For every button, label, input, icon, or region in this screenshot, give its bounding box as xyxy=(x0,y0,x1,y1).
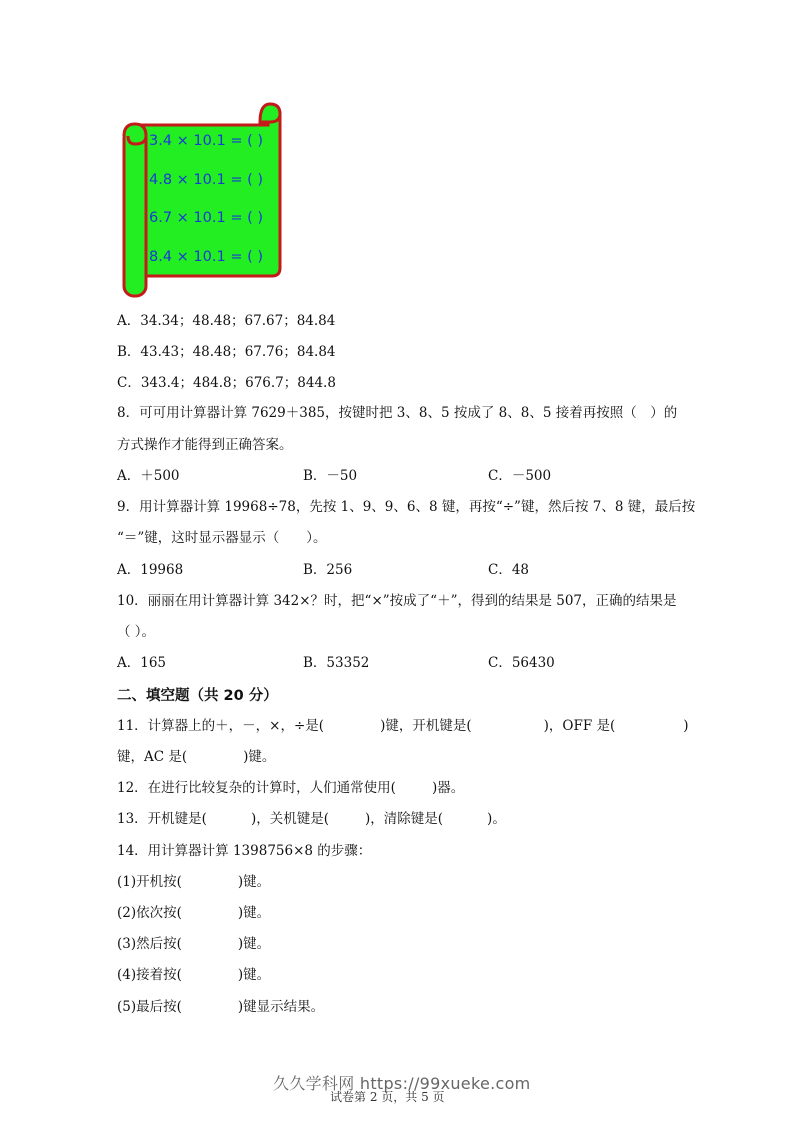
q12-part1: 12．在进行比较复杂的计算时，人们通常使用( xyxy=(117,780,396,796)
q14-step-2-label: (2)依次按( xyxy=(117,905,182,921)
q11-line2 xyxy=(117,748,275,766)
equation-1: 3.4 × 10.1 = ( ) xyxy=(149,133,264,149)
q12-line xyxy=(117,779,464,797)
equation-3: 6.7 × 10.1 = ( ) xyxy=(149,210,264,226)
scroll-graphic xyxy=(120,100,286,300)
q9-text-line2: “＝”键，这时显示器显示（ ）。 xyxy=(117,530,327,546)
scroll-illustration xyxy=(120,100,286,300)
q9-option-b: B．256 xyxy=(303,562,353,578)
q13-part3: )，清除键是( xyxy=(365,811,444,827)
q11-part3: )，OFF 是( xyxy=(543,718,616,734)
q14-step-5 xyxy=(117,998,324,1016)
q14-step-3 xyxy=(117,935,270,953)
q14-step-4-end: )键。 xyxy=(237,967,271,983)
q13-line xyxy=(117,810,506,828)
q7-option-a: A．34.34；48.48；67.67；84.84 xyxy=(117,313,336,329)
q8-option-b: B．－50 xyxy=(303,468,358,484)
watermark: 久久学科网 https://99xueke.com xyxy=(273,1074,531,1093)
q14-step-1-label: (1)开机按( xyxy=(117,874,182,890)
q13-part2: )，关机键是( xyxy=(250,811,329,827)
equation-2: 4.8 × 10.1 = ( ) xyxy=(149,172,264,188)
equation-4: 8.4 × 10.1 = ( ) xyxy=(149,249,264,265)
q10-option-a: A．165 xyxy=(117,655,167,671)
q14-step-1-end: )键。 xyxy=(237,874,271,890)
q14-step-2-end: )键。 xyxy=(237,905,271,921)
q14-title: 14．用计算器计算 1398756×8 的步骤： xyxy=(117,843,372,859)
q9-text-line1: 9．用计算器计算 19968÷78，先按 1、9、9、6、8 键，再按“÷”键，然后按 7、8 键，最后按 xyxy=(117,499,696,515)
q7-option-c: C．343.4；484.8；676.7；844.8 xyxy=(117,375,336,391)
page-footer: 试卷第 2 页，共 5 页 xyxy=(330,1090,445,1104)
section-2-heading: 二、填空题（共 20 分） xyxy=(117,688,278,704)
q11-part2: )键，开机键是( xyxy=(380,718,472,734)
q10-option-c: C．56430 xyxy=(488,655,555,671)
q14-step-4-label: (4)接着按( xyxy=(117,967,182,983)
q13-part4: )。 xyxy=(487,811,506,827)
q14-step-5-end: )键显示结果。 xyxy=(237,999,325,1015)
q11-part6: )键。 xyxy=(243,749,276,765)
q14-step-4 xyxy=(117,966,270,984)
q10-text-line1: 10．丽丽在用计算器计算 342×？时，把“×”按成了“＋”，得到的结果是 507，正确的结果是 xyxy=(117,593,677,609)
q9-option-c: C．48 xyxy=(488,562,530,578)
q9-option-a: A．19968 xyxy=(117,562,184,578)
q7-option-b: B．43.43；48.48；67.76；84.84 xyxy=(117,344,336,360)
q11-line1 xyxy=(117,717,689,735)
q14-step-3-end: )键。 xyxy=(237,936,271,952)
q14-step-1 xyxy=(117,873,270,891)
q14-step-5-label: (5)最后按( xyxy=(117,999,182,1015)
q11-part1: 11．计算器上的＋，－，×，÷是( xyxy=(117,718,325,734)
q13-part1: 13．开机键是( xyxy=(117,811,207,827)
q8-option-a: A．＋500 xyxy=(117,468,180,484)
q10-option-b: B．53352 xyxy=(303,655,370,671)
q14-step-2 xyxy=(117,904,270,922)
q11-part4: ) xyxy=(683,718,689,734)
q8-option-c: C．－500 xyxy=(488,468,552,484)
q8-text-line2: 方式操作才能得到正确答案。 xyxy=(117,437,293,453)
q12-part2: )器。 xyxy=(431,780,465,796)
q10-text-line2: （ ）。 xyxy=(117,624,156,640)
q11-part5: 键，AC 是( xyxy=(117,749,188,765)
q8-text-line1: 8．可可用计算器计算 7629＋385，按键时把 3、8、5 按成了 8、8、5 接着再按照（ ）的 xyxy=(117,405,678,421)
q14-step-3-label: (3)然后按( xyxy=(117,936,182,952)
